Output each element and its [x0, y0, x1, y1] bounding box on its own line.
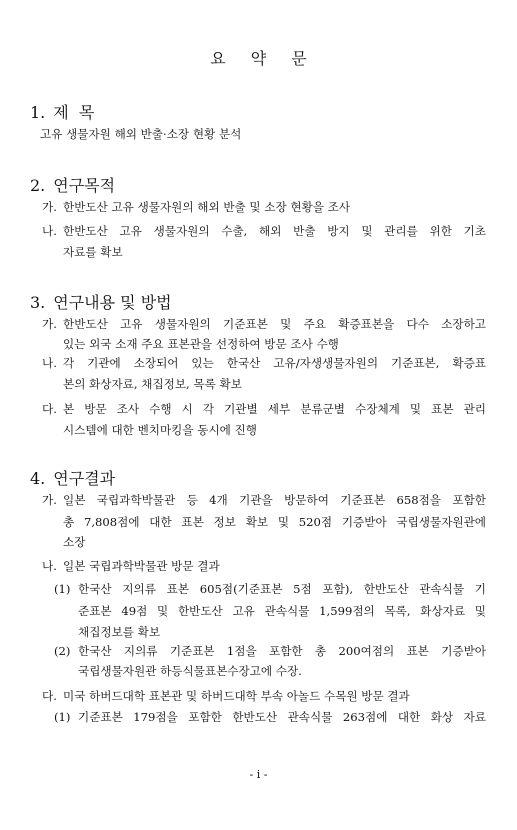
section-number: 2.	[30, 176, 46, 195]
subitem-marker: (1)	[54, 710, 71, 724]
subitem-text: 국립생물자원관 하등식물표본수장고에 수장.	[78, 664, 302, 678]
item-marker: 나.	[42, 356, 57, 370]
item-text: 일본 국립과학박물관 방문 결과	[63, 559, 220, 573]
item-text: 한반도산 고유 생물자원의 해외 반출 및 소장 현황을 조사	[63, 200, 351, 214]
section-title: 연구내용 및 방법	[53, 293, 172, 312]
section-heading	[30, 173, 115, 196]
section-heading	[30, 100, 94, 123]
item-text: 본의 화상자료, 채집정보, 목록 확보	[63, 377, 242, 391]
item-text: 한반도산 고유 생물자원의 기준표본 및 주요 확증표본을 다수 소장하고	[63, 317, 486, 331]
subitem-text: 한국산 지의류 표본 605점(기준표본 5점 포함), 한반도산 관속식물 기	[78, 582, 486, 596]
section-number: 3.	[30, 293, 46, 312]
item-text: 총 7,808점에 대한 표본 정보 확보 및 520점 기증받아 국립생물자원관에	[63, 515, 486, 529]
section-heading	[30, 290, 172, 313]
subitem-marker: (2)	[54, 644, 71, 658]
document-title: 요 약 문	[210, 49, 317, 68]
item-text: 본 방문 조사 수행 시 각 기관별 세부 분류군별 수장체계 및 표본 관리	[63, 402, 486, 416]
subitem-text: 채집정보를 확보	[78, 625, 161, 639]
subitem-marker: (1)	[54, 582, 71, 596]
item-marker: 가.	[42, 493, 57, 507]
item-text: 미국 하버드대학 표본관 및 하버드대학 부속 아놀드 수목원 방문 결과	[63, 689, 410, 703]
item-text: 있는 외국 소재 주요 표본관을 선정하여 방문 조사 수행	[63, 337, 339, 351]
section-number: 1.	[30, 103, 46, 122]
section-title: 연구결과	[53, 469, 116, 488]
item-marker: 가.	[42, 200, 57, 214]
section-text: 고유 생물자원 해외 반출·소장 현황 분석	[40, 127, 242, 141]
item-text: 시스템에 대한 벤치마킹을 동시에 진행	[63, 423, 257, 437]
section-number: 4.	[30, 469, 46, 488]
subitem-text: 준표본 49점 및 한반도산 고유 관속식물 1,599점의 목록, 화상자료 및	[78, 604, 486, 618]
subitem-text: 한국산 지의류 기준표본 1점을 포함한 총 200여점의 표본 기증받아	[78, 644, 486, 658]
item-marker: 나.	[42, 559, 57, 573]
subitem-text: 기준표본 179점을 포함한 한반도산 관속식물 263점에 대한 화상 자료	[78, 710, 486, 724]
section-title: 연구목적	[53, 176, 116, 195]
item-marker: 나.	[42, 224, 57, 238]
item-marker: 다.	[42, 402, 57, 416]
section-heading	[30, 466, 115, 489]
item-text: 일본 국립과학박물관 등 4개 기관을 방문하여 기준표본 658점을 포함한	[63, 493, 486, 507]
item-marker: 가.	[42, 317, 57, 331]
item-text: 각 기관에 소장되어 있는 한국산 고유/자생생물자원의 기준표본, 확증표	[63, 356, 486, 370]
page-number: - i -	[249, 768, 268, 781]
item-marker: 다.	[42, 689, 57, 703]
item-text: 소장	[63, 535, 86, 549]
item-text: 한반도산 고유 생물자원의 수출, 해외 반출 방지 및 관리를 위한 기초	[63, 224, 486, 238]
section-title: 제 목	[53, 103, 95, 122]
item-text: 자료를 확보	[63, 245, 123, 259]
